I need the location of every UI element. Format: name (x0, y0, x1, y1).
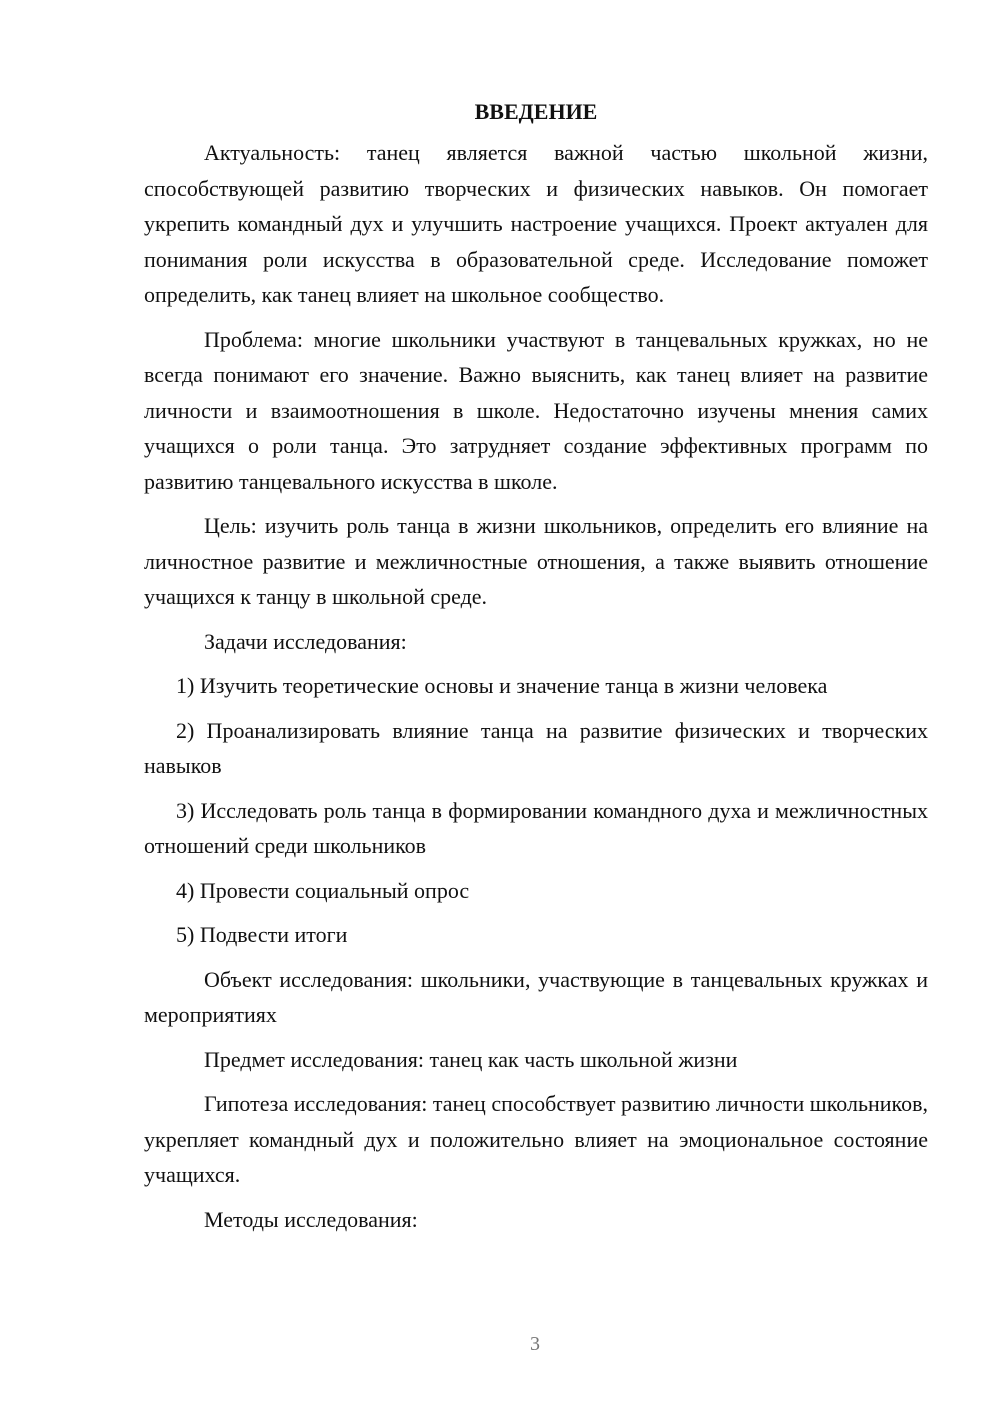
methods-heading: Методы исследования: (204, 1206, 418, 1232)
task-item-1: 1) Изучить теоретические основы и значение танца в жизни человека (176, 673, 828, 698)
relevance-paragraph: Актуальность: танец является важной частью школьной жизни, способствующей развитию творческих и физических навыков. Он помогает укрепить командный дух и улучшить настроение учащихся. Проект актуален для понимания роли искусства в образовательной среде. Исследование поможет определить, как танец влияет на школьное сообщество. (144, 140, 928, 307)
tasks-heading: Задачи исследования: (204, 628, 407, 654)
task-item-2: 2) Проанализировать влияние танца на развитие физических и творческих навыков (144, 717, 928, 778)
hypothesis-paragraph: Гипотеза исследования: танец способствует развитию личности школьников, укрепляет командный дух и положительно влияет на эмоциональное состояние учащихся. (144, 1091, 928, 1187)
task-item-3: 3) Исследовать роль танца в формировании командного духа и межличностных отношений среди школьников (144, 797, 928, 858)
goal-paragraph: Цель: изучить роль танца в жизни школьников, определить его влияние на личностное развитие и межличностные отношения, а также выявить отношение учащихся к танцу в школьной среде. (144, 513, 928, 609)
task-item-5: 5) Подвести итоги (176, 922, 348, 947)
object-paragraph: Объект исследования: школьники, участвующие в танцевальных кружках и мероприятиях (144, 966, 928, 1027)
page-number: 3 (530, 1333, 540, 1355)
section-title: ВВЕДЕНИЕ (474, 99, 598, 124)
problem-paragraph: Проблема: многие школьники участвуют в танцевальных кружках, но не всегда понимают его значение. Важно выяснить, как танец влияет на развитие личности и взаимоотношения в школе. Недостаточно изучены мнения самих учащихся о роли танца. Это затрудняет создание эффективных программ по развитию танцевального искусства в школе. (144, 326, 928, 494)
page-content (144, 94, 928, 1246)
subject-paragraph: Предмет исследования: танец как часть школьной жизни (204, 1046, 738, 1072)
task-item-4: 4) Провести социальный опрос (176, 877, 470, 903)
